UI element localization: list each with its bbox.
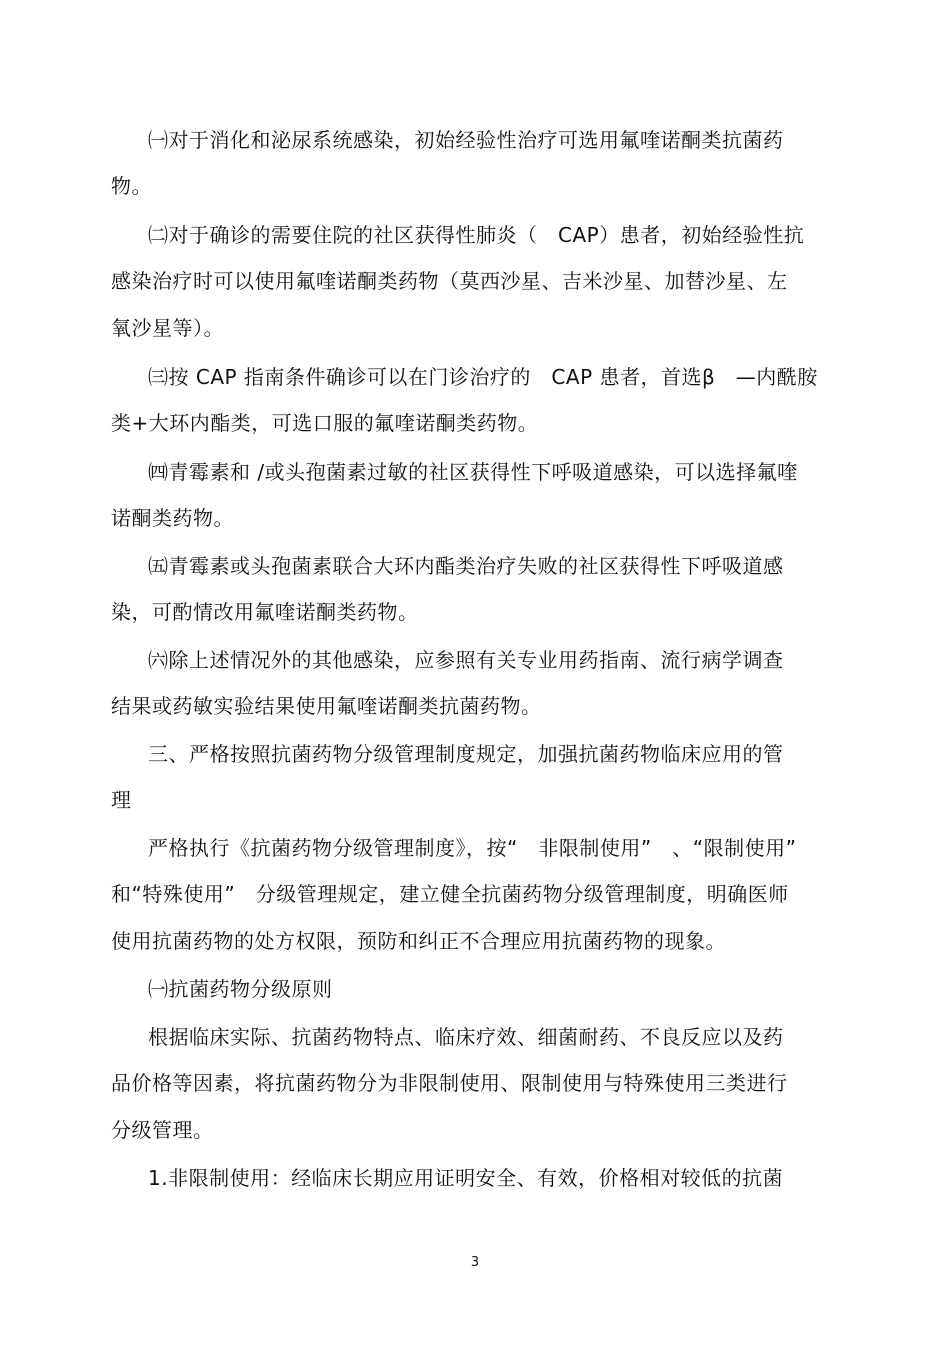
page-number: 3 <box>470 1255 480 1270</box>
subheading-line: ㈠抗菌药物分级原则 <box>148 977 333 1001</box>
paragraph-line: 使用抗菌药物的处方权限，预防和纠正不合理应用抗菌药物的现象。 <box>111 929 726 953</box>
paragraph-line: 类+大环内酯类，可选口服的氟喹诺酮类药物。 <box>111 411 539 435</box>
paragraph-line: 和“特殊使用” 分级管理规定，建立健全抗菌药物分级管理制度，明确医师 <box>111 882 789 906</box>
paragraph-line: 结果或药敏实验结果使用氟喹诺酮类抗菌药物。 <box>111 694 542 718</box>
paragraph-line: 物。 <box>111 174 152 198</box>
paragraph-line: 氧沙星等）。 <box>111 316 224 340</box>
paragraph-line: 品价格等因素，将抗菌药物分为非限制使用、限制使用与特殊使用三类进行 <box>111 1071 788 1095</box>
paragraph-line: ㈠对于消化和泌尿系统感染，初始经验性治疗可选用氟喹诺酮类抗菌药 <box>148 128 784 152</box>
paragraph-line: ㈣青霉素和 /或头孢菌素过敏的社区获得性下呼吸道感染，可以选择氟喹 <box>148 460 798 484</box>
paragraph-line: ㈡对于确诊的需要住院的社区获得性肺炎（ CAP）患者，初始经验性抗 <box>148 223 805 247</box>
paragraph-line: 严格执行《抗菌药物分级管理制度》，按“ 非限制使用” 、“限制使用” <box>148 836 797 860</box>
paragraph-line: 诺酮类药物。 <box>111 506 234 530</box>
paragraph-line: 根据临床实际、抗菌药物特点、临床疗效、细菌耐药、不良反应以及药 <box>148 1025 784 1049</box>
paragraph-line: ㈤青霉素或头孢菌素联合大环内酯类治疗失败的社区获得性下呼吸道感 <box>148 554 784 578</box>
paragraph-line: 感染治疗时可以使用氟喹诺酮类药物（莫西沙星、吉米沙星、加替沙星、左 <box>111 269 788 293</box>
section-heading-line: 理 <box>111 788 132 812</box>
paragraph-line: 分级管理。 <box>111 1118 214 1142</box>
paragraph-line: ㈢按 CAP 指南条件确诊可以在门诊治疗的 CAP 患者，首选β —内酰胺 <box>148 365 818 389</box>
paragraph-line: ㈥除上述情况外的其他感染，应参照有关专业用药指南、流行病学调查 <box>148 648 784 672</box>
paragraph-line: 染，可酌情改用氟喹诺酮类药物。 <box>111 600 419 624</box>
paragraph-line: 1.非限制使用：经临床长期应用证明安全、有效，价格相对较低的抗菌 <box>148 1166 784 1190</box>
section-heading-line: 三、严格按照抗菌药物分级管理制度规定，加强抗菌药物临床应用的管 <box>148 742 784 766</box>
